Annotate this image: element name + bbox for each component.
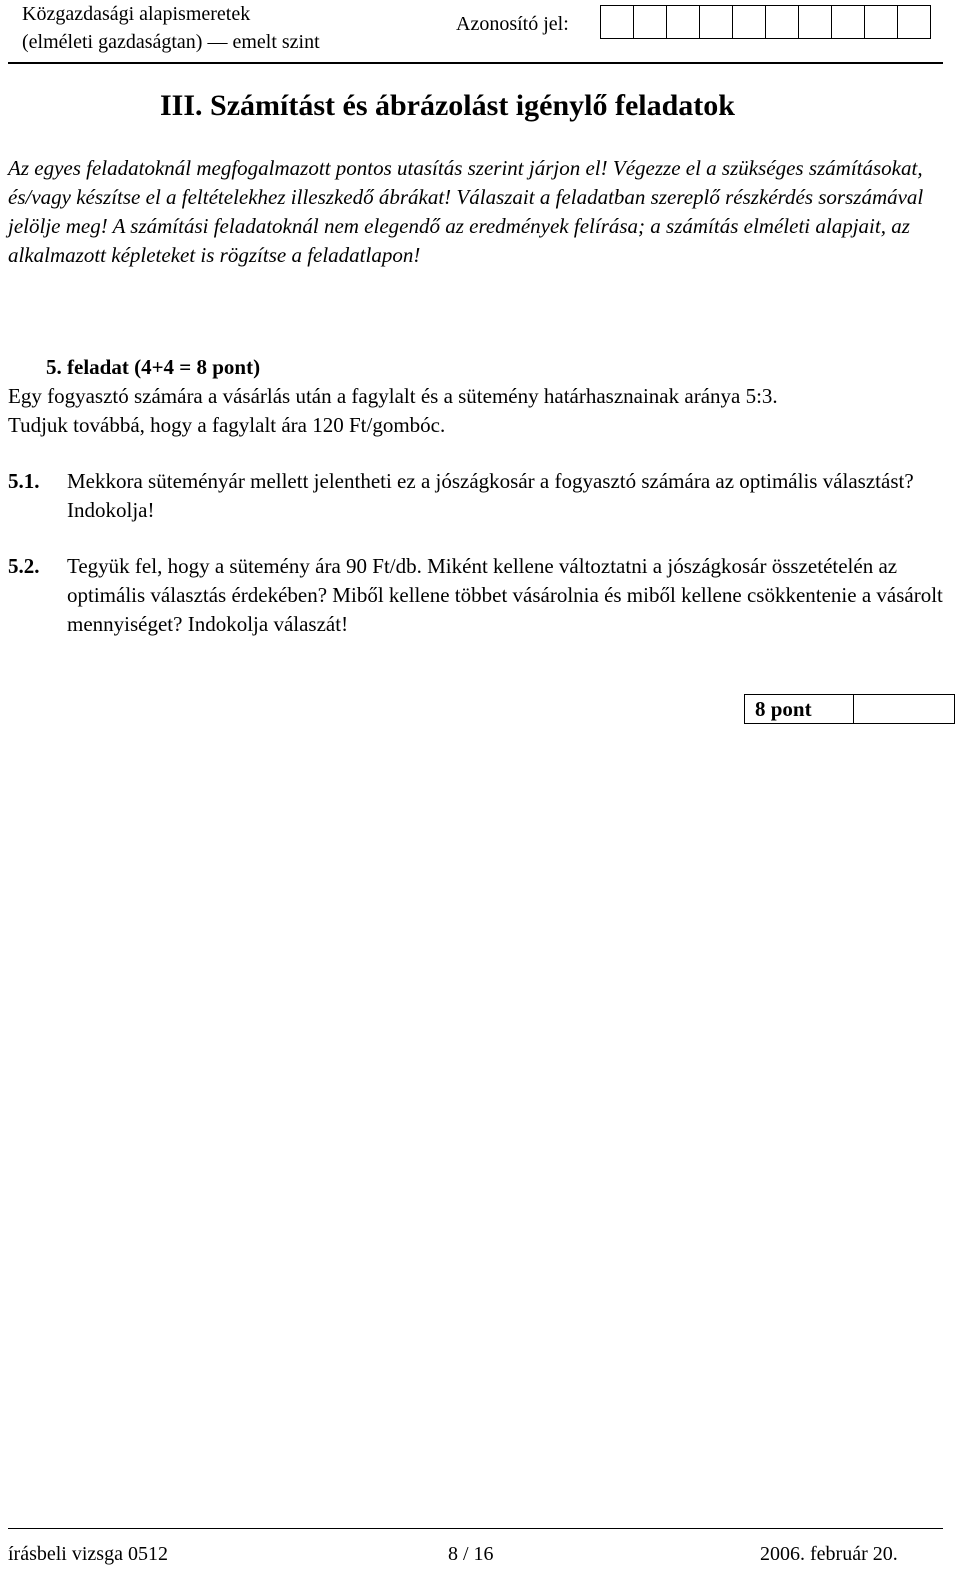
header-subject <box>22 0 320 56</box>
id-boxes[interactable] <box>601 5 931 39</box>
id-box[interactable] <box>600 5 634 39</box>
task-text-line2: Tudjuk továbbá, hogy a fagylalt ára 120 Ft/gombóc. <box>8 413 446 437</box>
footer-rule <box>8 1528 943 1529</box>
id-box[interactable] <box>633 5 667 39</box>
question-text: Mekkora süteményár mellett jelentheti ez a jószágkosár a fogyasztó számára az optimális választást? Indokolja! <box>67 469 914 522</box>
id-box[interactable] <box>798 5 832 39</box>
id-box[interactable] <box>864 5 898 39</box>
question-text: Tegyük fel, hogy a sütemény ára 90 Ft/db. Miként kellene változtatni a jószágkosár összetételén az optimális választás érdekében? Miből kellene többet vásárolnia és miből kellene csökkentenie a vásárolt mennyiséget? Indokolja válaszát! <box>67 554 943 636</box>
section-title: III. Számítást és ábrázolást igénylő feladatok <box>160 89 735 122</box>
footer-date: 2006. február 20. <box>760 1543 898 1565</box>
header-subject-line2: (elméleti gazdaságtan) — emelt szint <box>22 31 320 53</box>
id-box[interactable] <box>699 5 733 39</box>
id-box[interactable] <box>831 5 865 39</box>
question-number: 5.2. <box>8 554 40 578</box>
footer-page: 8 / 16 <box>448 1543 494 1565</box>
score-label: 8 pont <box>744 694 854 724</box>
header-rule <box>8 62 943 64</box>
task-title: 5. feladat (4+4 = 8 pont) <box>46 355 261 379</box>
header-subject-line1: Közgazdasági alapismeretek <box>22 3 251 25</box>
id-box[interactable] <box>732 5 766 39</box>
instructions: Az egyes feladatoknál megfogalmazott pontos utasítás szerint járjon el! Végezze el a szükséges számításokat, és/vagy készítse el a feltételekhez illeszkedő ábrákat! Válaszait a feladatban szereplő részkérdés sorszámával jelölje meg! A számítási feladatoknál nem elegendő az eredmények felírása; a számítás elméleti alapjait, az alkalmazott képleteket is rögzítse a feladatlapon! <box>8 156 924 267</box>
footer-exam: írásbeli vizsga 0512 <box>8 1543 168 1565</box>
score-box <box>744 694 955 724</box>
id-box[interactable] <box>765 5 799 39</box>
score-entry-field[interactable] <box>854 694 955 724</box>
id-box[interactable] <box>666 5 700 39</box>
id-label: Azonosító jel: <box>456 13 569 35</box>
id-box[interactable] <box>897 5 931 39</box>
task-text-line1: Egy fogyasztó számára a vásárlás után a fagylalt és a sütemény határhasznainak aránya 5:3. <box>8 384 778 408</box>
question-number: 5.1. <box>8 469 40 493</box>
